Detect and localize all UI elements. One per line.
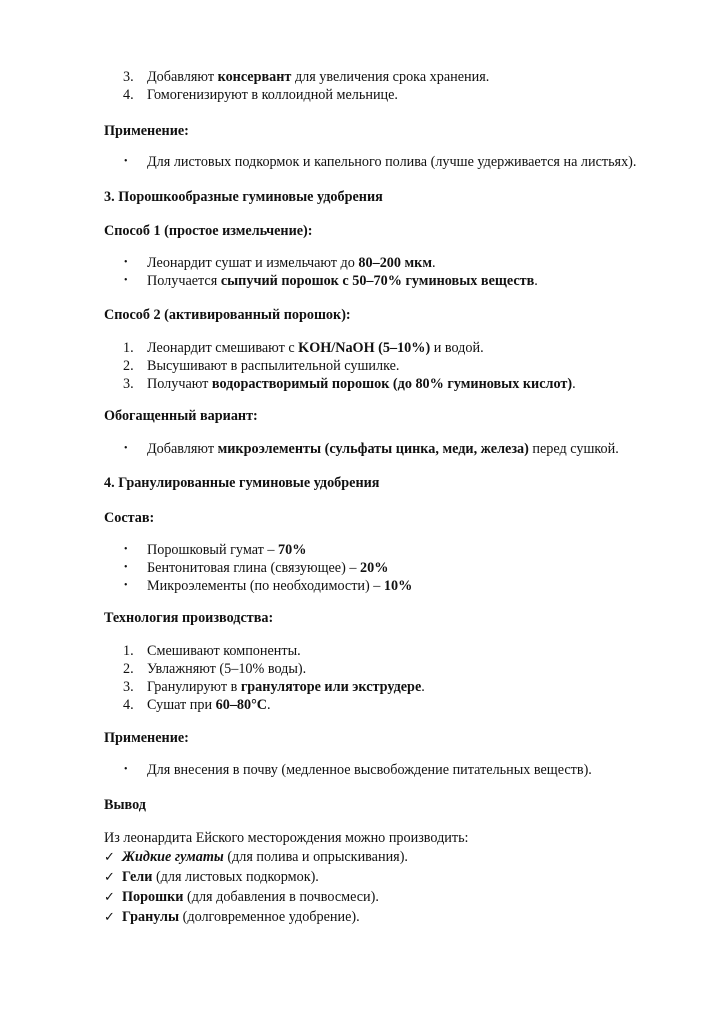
list-item: 4. Сушат при 60–80°C.	[123, 697, 271, 713]
bullet-list-method-1	[104, 254, 664, 290]
heading-composition: Состав:	[104, 510, 155, 526]
check-icon: ✓	[104, 910, 115, 925]
bullet-icon: •	[124, 275, 128, 286]
check-item: ✓ Жидкие гуматы (для полива и опрыскивания).	[104, 849, 408, 865]
heading-technology: Технология производства:	[104, 610, 274, 626]
list-item: • Получается сыпучий порошок с 50–70% гуминовых веществ.	[124, 273, 538, 289]
section-heading-4: 4. Гранулированные гуминовые удобрения	[104, 475, 380, 491]
bullet-list-composition	[104, 541, 664, 595]
check-icon: ✓	[104, 850, 115, 865]
numbered-list-method-2	[104, 339, 664, 393]
check-item: ✓ Порошки (для добавления в почвосмеси).	[104, 889, 379, 905]
section-heading-3: 3. Порошкообразные гуминовые удобрения	[104, 189, 383, 205]
list-item: 1. Леонардит смешивают с KOH/NaOH (5–10%) и водой.	[123, 340, 484, 356]
numbered-list-technology	[104, 642, 664, 714]
list-item: • Для листовых подкормок и капельного полива (лучше удерживается на листьях).	[124, 154, 637, 170]
bullet-icon: •	[124, 156, 128, 167]
bullet-list-application-2	[104, 761, 664, 779]
list-item: • Микроэлементы (по необходимости) – 10%	[124, 578, 413, 594]
check-icon: ✓	[104, 870, 115, 885]
list-item: 3. Получают водорастворимый порошок (до 80% гуминовых кислот).	[123, 376, 576, 392]
bullet-icon: •	[124, 544, 128, 555]
numbered-list-top	[104, 68, 664, 104]
bullet-icon: •	[124, 764, 128, 775]
bullet-icon: •	[124, 580, 128, 591]
heading-application-2: Применение:	[104, 730, 189, 746]
heading-method-1: Способ 1 (простое измельчение):	[104, 223, 313, 239]
conclusion-intro: Из леонардита Ейского месторождения можно производить:	[104, 830, 469, 846]
check-item: ✓ Гранулы (долговременное удобрение).	[104, 909, 360, 925]
list-item: • Порошковый гумат – 70%	[124, 542, 307, 558]
bullet-icon: •	[124, 257, 128, 268]
check-item: ✓ Гели (для листовых подкормок).	[104, 869, 319, 885]
bullet-icon: •	[124, 443, 128, 454]
heading-application-1: Применение:	[104, 123, 189, 139]
list-item: 4. Гомогенизируют в коллоидной мельнице.	[123, 87, 398, 103]
heading-enriched: Обогащенный вариант:	[104, 408, 258, 424]
bullet-icon: •	[124, 562, 128, 573]
list-item: 2. Высушивают в распылительной сушилке.	[123, 358, 400, 374]
list-item: 2. Увлажняют (5–10% воды).	[123, 661, 307, 677]
check-icon: ✓	[104, 890, 115, 905]
heading-conclusion: Вывод	[104, 797, 146, 813]
list-item: • Добавляют микроэлементы (сульфаты цинка, меди, железа) перед сушкой.	[124, 441, 619, 457]
bullet-list-enriched	[104, 440, 664, 458]
list-item: 1. Смешивают компоненты.	[123, 643, 301, 659]
list-item: 3. Гранулируют в грануляторе или экструдере.	[123, 679, 425, 695]
heading-method-2: Способ 2 (активированный порошок):	[104, 307, 351, 323]
list-item: • Бентонитовая глина (связующее) – 20%	[124, 560, 389, 576]
list-item: • Леонардит сушат и измельчают до 80–200 мкм.	[124, 255, 436, 271]
list-item: • Для внесения в почву (медленное высвобождение питательных веществ).	[124, 762, 592, 778]
checklist-conclusion	[104, 848, 664, 928]
bullet-list-application-1	[104, 153, 664, 171]
list-item: 3. Добавляют консервант для увеличения срока хранения.	[123, 69, 490, 85]
